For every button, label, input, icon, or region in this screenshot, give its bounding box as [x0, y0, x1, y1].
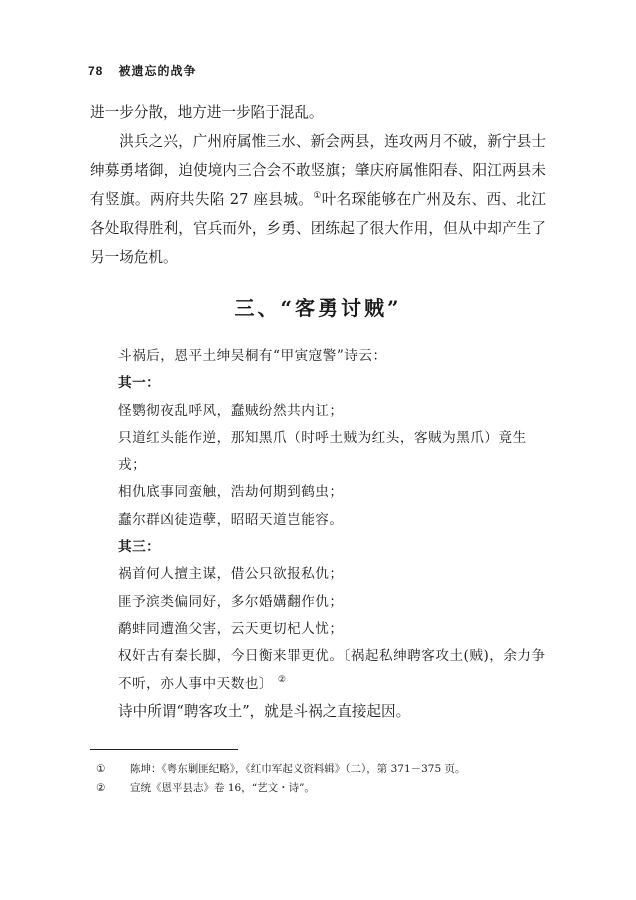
footnote-mark: ① — [96, 763, 106, 775]
poem-quote — [118, 343, 548, 725]
footnote-ref: ① — [313, 191, 322, 201]
footnote-rule — [90, 749, 238, 750]
footnote-ref: ② — [277, 674, 287, 685]
paragraph-text: 洪兵之兴，广州府属惟三水、新会两县，连攻两月不破，新宁县士绅募勇堵御，迫使境内三合会不敢竖旗；肇庆府属惟阳春、阳江两县未有竖旗。两府共失陷 27 座县城。 — [90, 133, 546, 208]
footnote-text: 宣统《恩平县志》卷 16，“艺文・诗”。 — [130, 782, 315, 794]
poem-lead: 斗祸后，恩平土绅吴桐有“甲寅寇警”诗云： — [118, 348, 387, 364]
footnote-text: 陈坤：《粤东剿匪纪略》，《红巾军起义资料辑》（二），第 371－375 页。 — [130, 763, 466, 775]
poem-part-label: 其三： — [118, 539, 161, 556]
book-title: 被遗忘的战争 — [118, 64, 197, 78]
paragraph-text: 叶名琛能够在广州及东、西、北江各处取得胜利，官兵而外，乡勇、团练起了很大作用，但从中却产生了另一场危机。 — [90, 191, 546, 266]
poem-line: 鹬蚌同遭渔父害，云天更切杞人忧； — [118, 620, 344, 637]
poem-line: 匪予滨类偏同好，多尔婚媾翻作仇； — [118, 593, 344, 610]
poem-closing: 诗中所谓“聘客攻土”，就是斗祸之直接起因。 — [118, 702, 411, 720]
poem-line: 相仇底事同蛮触，浩劫何期到鹤虫； — [118, 484, 344, 501]
poem-line: 怪鹦彻夜乱呼风，蠢贼纷然共内讧； — [118, 402, 344, 419]
page-number: 78 — [88, 64, 104, 78]
footnote — [96, 760, 546, 779]
poem-line — [118, 643, 548, 698]
poem-line-text: 权奸古有秦长脚，今日衡来罪更优。〔祸起私绅聘客攻土(贼)，余力争不听，亦人事中天数也〕 — [118, 648, 546, 692]
poem-part-label: 其一： — [118, 375, 161, 392]
paragraph-continued: 进一步分散，地方进一步陷于混乱。 — [90, 104, 324, 121]
poem-line: 只道红头能作逆，那知黑爪（时呼土贼为红头，客贼为黑爪）竟生戎； — [118, 429, 527, 474]
section-heading: 三、“客勇讨贼” — [234, 296, 402, 320]
poem-line: 祸首何人擅主谋，借公只欲报私仇； — [118, 566, 344, 583]
footnotes — [96, 760, 546, 798]
paragraph — [90, 127, 546, 272]
poem-line: 蠢尔群凶徒造孽，昭昭天道岂能容。 — [118, 511, 344, 528]
running-head — [88, 62, 197, 79]
footnote — [96, 779, 546, 798]
footnote-mark: ② — [96, 782, 106, 794]
intro-text — [90, 98, 546, 272]
